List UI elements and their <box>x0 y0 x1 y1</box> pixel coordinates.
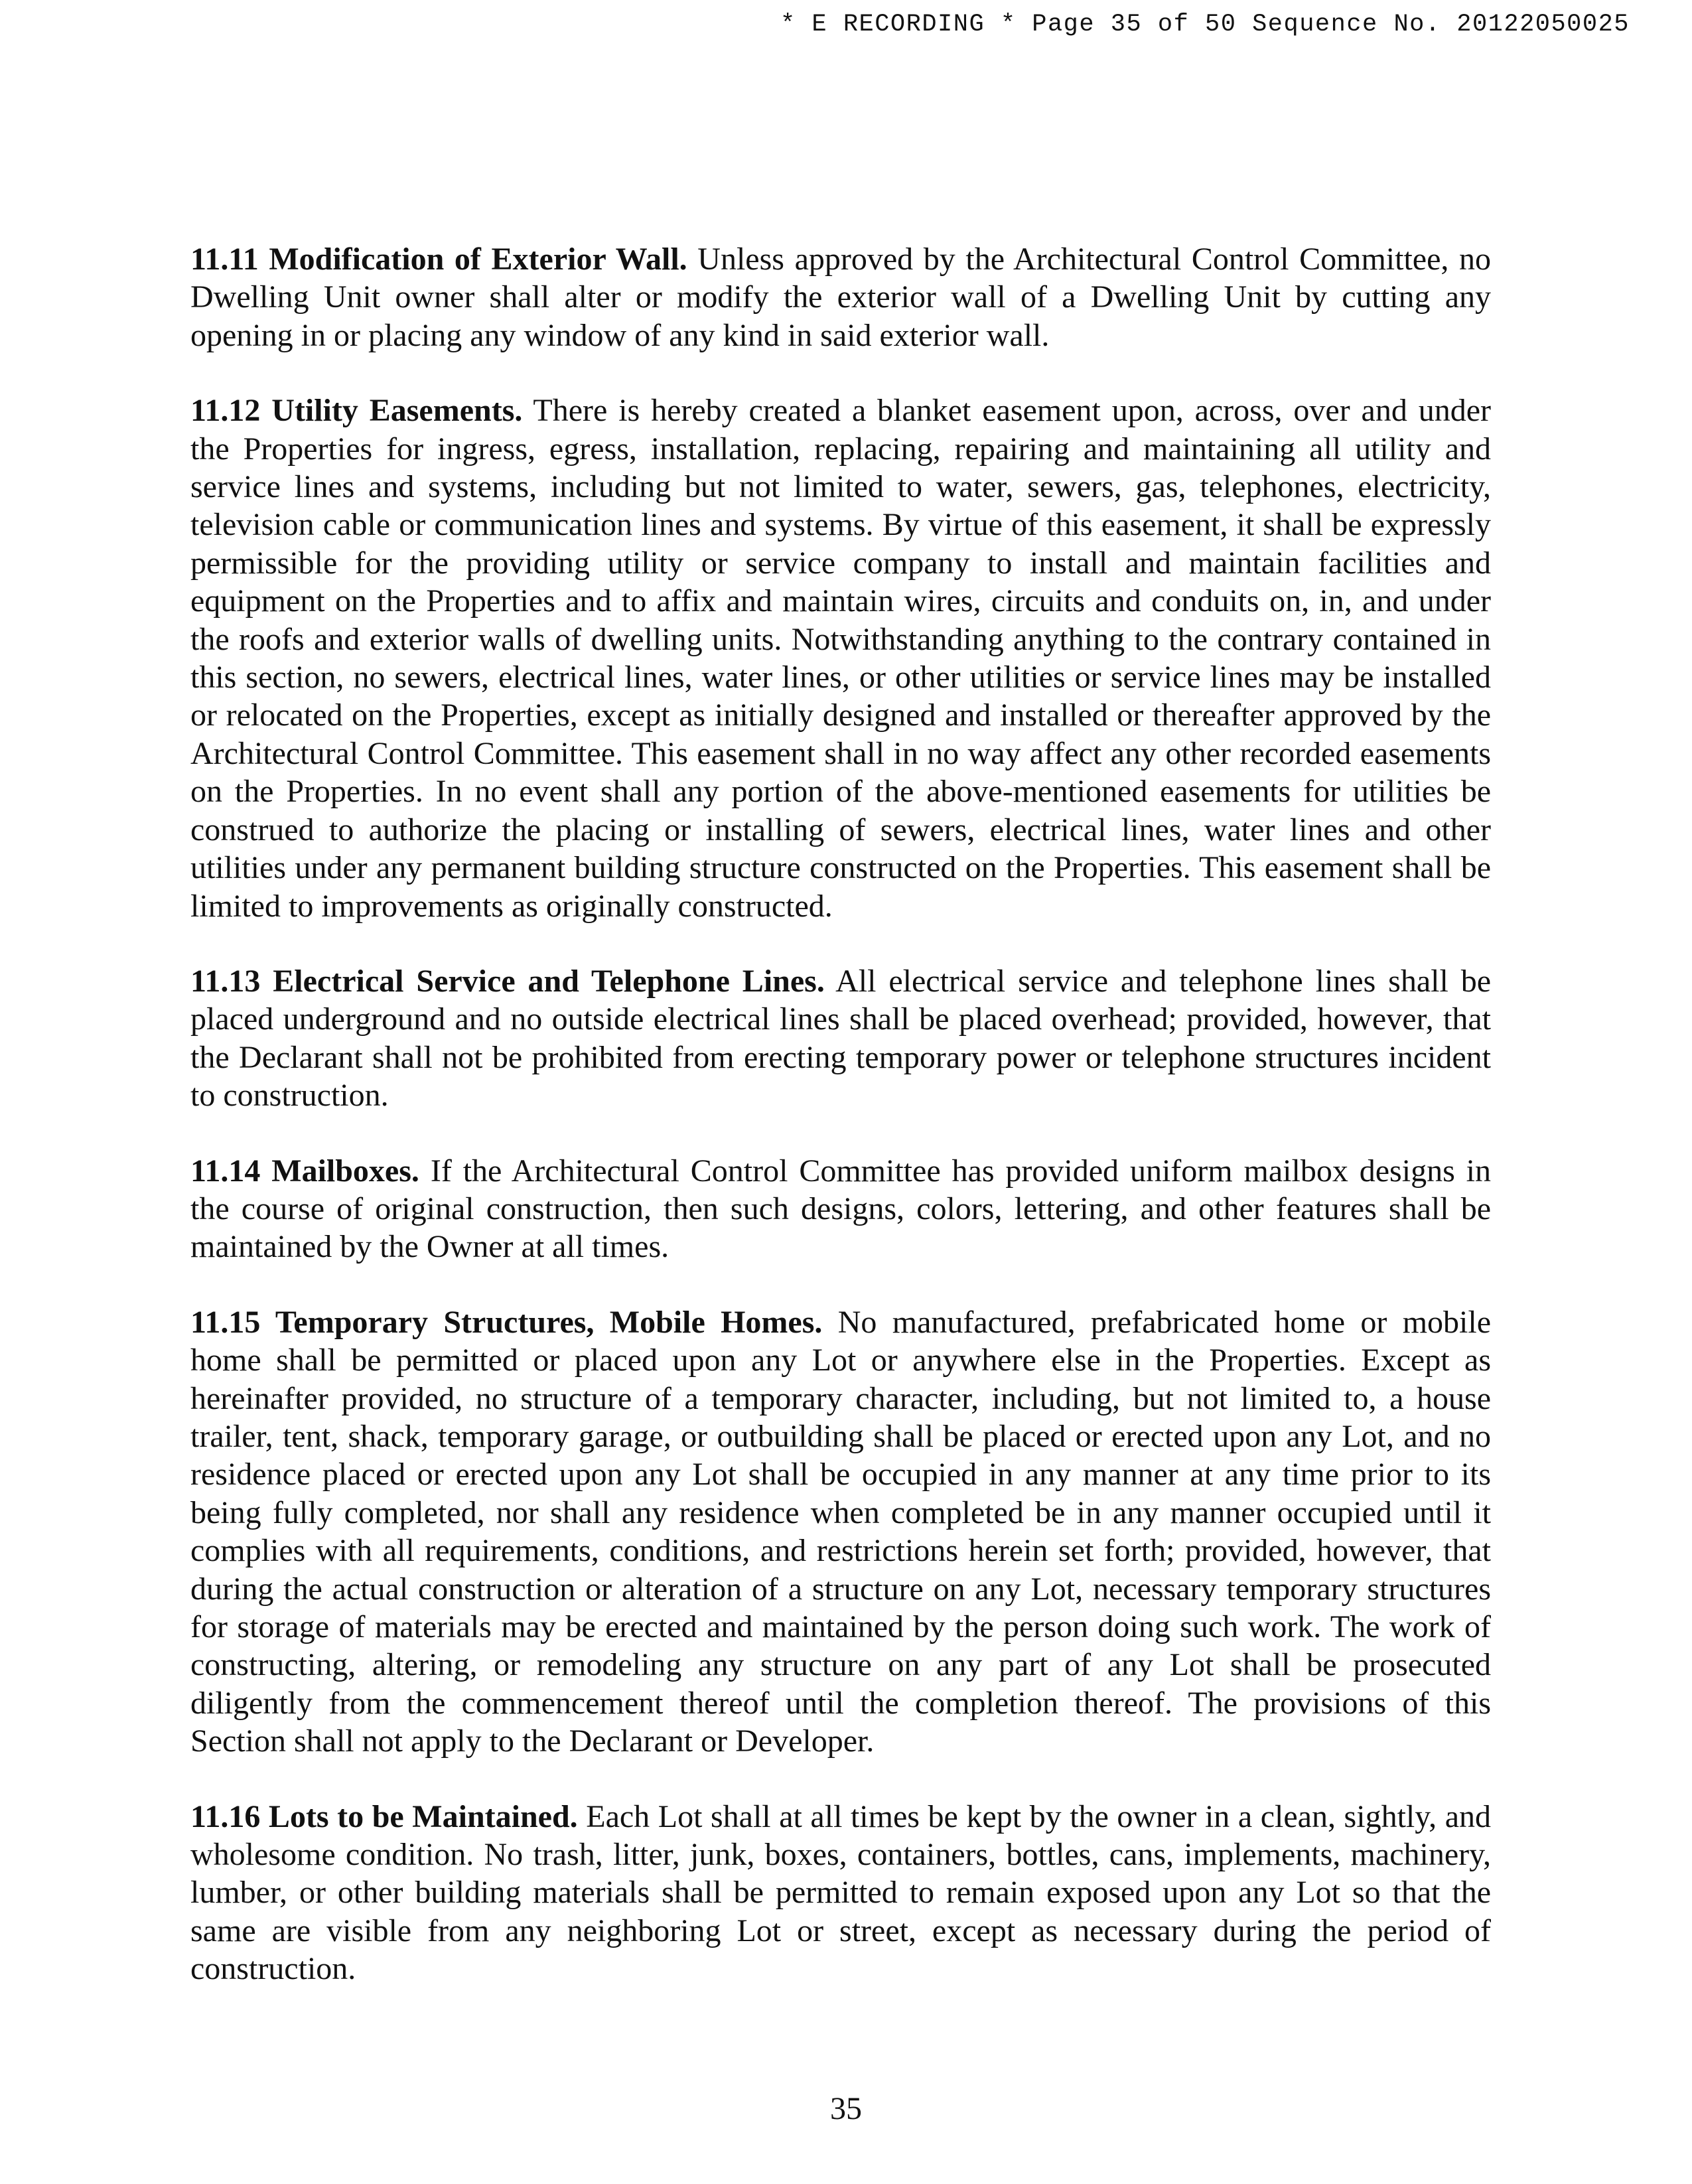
section-heading: 11.16 Lots to be Maintained. <box>190 1798 578 1834</box>
section-text: Each Lot shall at all times be kept by the owner in a clean, sightly, and wholesome condition. No trash, litter, junk, boxes, containers, bottles, cans, implements, machinery, lumber, or other building materials shall be permitted to remain exposed upon any Lot so that the same are visible from any neighboring Lot or street, except as necessary during the period of construction. <box>190 1798 1492 1987</box>
page-number: 35 <box>830 2091 862 2126</box>
section-11-13 <box>190 962 1491 1115</box>
section-heading: 11.12 Utility Easements. <box>190 393 523 429</box>
recording-header: * E RECORDING * Page 35 of 50 Sequence No. 20122050025 <box>780 11 1630 38</box>
section-text: All electrical service and telephone lines shall be placed underground and no outside electrical lines shall be placed overhead; provided, however, that the Declarant shall not be prohibited from erecting temporary power or telephone structures incident to construction. <box>190 963 1492 1114</box>
section-heading: 11.15 Temporary Structures, Mobile Homes. <box>190 1304 823 1340</box>
section-heading: 11.14 Mailboxes. <box>190 1153 419 1189</box>
section-text: If the Architectural Control Committee has provided uniform mailbox designs in the course of original construction, then such designs, colors, lettering, and other features shall be maintained by the Owner at all times. <box>190 1153 1492 1265</box>
section-11-16 <box>190 1798 1491 1988</box>
section-11-14 <box>190 1152 1491 1266</box>
section-11-12 <box>190 392 1491 925</box>
section-text: There is hereby created a blanket easement upon, across, over and under the Properties for ingress, egress, installation, replacing, repairing and maintaining all utility and service lines and systems, including but not limited to water, sewers, gas, telephones, electricity, television cable or communication lines and systems. By virtue of this easement, it shall be expressly permissible for the providing utility or service company to install and maintain facilities and equipment on the Properties and to affix and maintain wires, circuits and conduits on, in, and under the roofs and exterior walls of dwelling units. Notwithstanding anything to the contrary contained in this section, no sewers, electrical lines, water lines, or other utilities or service lines may be installed or relocated on the Properties, except as initially designed and installed or thereafter approved by the Architectural Control Committee. This easement shall in no way affect any other recorded easements on the Properties. In no event shall any portion of the above-mentioned easements for utilities be construed to authorize the placing or installing of sewers, electrical lines, water lines and other utilities under any permanent building structure constructed on the Properties. This easement shall be limited to improvements as originally constructed. <box>190 393 1492 924</box>
section-11-11 <box>190 240 1491 354</box>
section-11-15 <box>190 1303 1491 1761</box>
section-text: No manufactured, prefabricated home or mobile home shall be permitted or placed upon any Lot or anywhere else in the Properties. Except as hereinafter provided, no structure of a temporary character, including, but not limited to, a house trailer, tent, shack, temporary garage, or outbuilding shall be placed or erected upon any Lot, and no residence placed or erected upon any Lot shall be occupied in any manner at any time prior to its being fully completed, nor shall any residence when completed be in any manner occupied until it complies with all requirements, conditions, and restrictions herein set forth; provided, however, that during the actual construction or alteration of a structure on any Lot, necessary temporary structures for storage of materials may be erected and maintained by the person doing such work. The work of constructing, altering, or remodeling any structure on any part of any Lot shall be prosecuted diligently from the commencement thereof until the completion thereof. The provisions of this Section shall not apply to the Declarant or Developer. <box>190 1304 1492 1759</box>
section-heading: 11.13 Electrical Service and Telephone Lines. <box>190 963 825 999</box>
document-body <box>190 240 1491 2025</box>
section-text: Unless approved by the Architectural Control Committee, no Dwelling Unit owner shall alter or modify the exterior wall of a Dwelling Unit by cutting any opening in or placing any window of any kind in said exterior wall. <box>190 242 1492 353</box>
section-heading: 11.11 Modification of Exterior Wall. <box>190 242 687 277</box>
